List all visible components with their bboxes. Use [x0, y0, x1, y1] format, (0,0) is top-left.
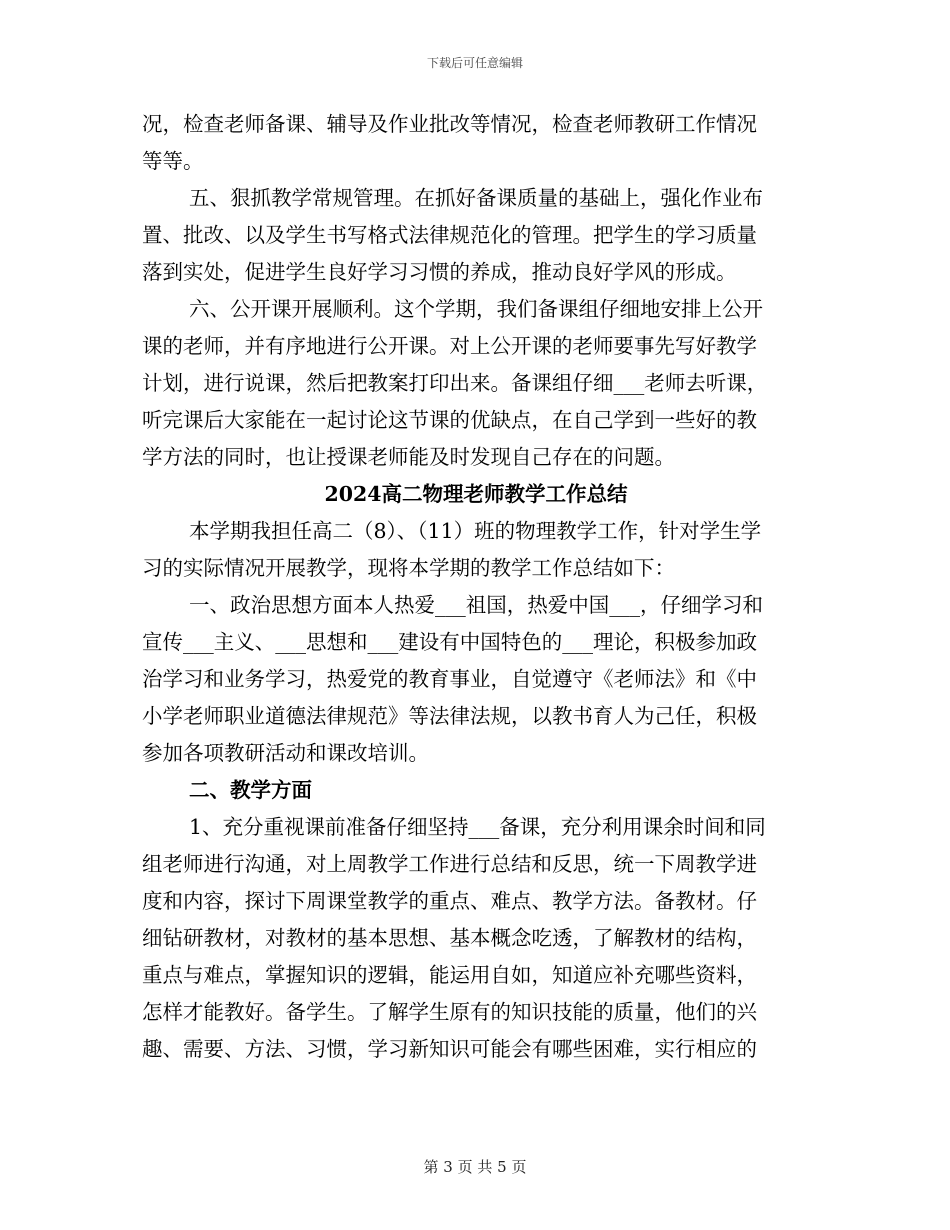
body-line: 细钻研教材，对教材的基本思想、基本概念吃透，了解教材的结构， — [142, 926, 757, 950]
section-six-paragraph: 六、公开课开展顺利。这个学期，我们备课组仔细地安排上公开 — [189, 297, 763, 321]
body-line: 度和内容，探讨下周课堂教学的重点、难点、教学方法。备教材。仔 — [142, 889, 757, 913]
body-line: 置、批改、以及学生书写格式法律规范化的管理。把学生的学习质量 — [142, 223, 757, 247]
body-line: 等等。 — [142, 149, 204, 173]
page-header-note: 下载后可任意编辑 — [426, 56, 523, 70]
political-section-paragraph: 一、政治思想方面本人热爱___祖国，热爱中国___，仔细学习和 — [189, 593, 763, 617]
body-line: 组老师进行沟通，对上周教学工作进行总结和反思，统一下周教学进 — [142, 852, 757, 876]
body-line: 参加各项教研活动和课改培训。 — [142, 741, 429, 765]
body-line: 宣传___主义、___思想和___建设有中国特色的___理论，积极参加政 — [142, 630, 757, 654]
intro-paragraph: 本学期我担任高二（8）、（11）班的物理教学工作，针对学生学 — [189, 519, 762, 543]
body-line: 计划，进行说课，然后把教案打印出来。备课组仔细___老师去听课， — [142, 371, 768, 395]
document-body — [142, 106, 810, 1068]
body-line: 习的实际情况开展教学，现将本学期的教学工作总结如下： — [142, 556, 675, 580]
body-line: 学方法的同时，也让授课老师能及时发现自己存在的问题。 — [142, 445, 675, 469]
body-line: 趣、需要、方法、习惯，学习新知识可能会有哪些困难，实行相应的 — [142, 1037, 757, 1061]
body-line: 课的老师，并有序地进行公开课。对上公开课的老师要事先写好教学 — [142, 334, 757, 358]
section-five-paragraph: 五、狠抓教学常规管理。在抓好备课质量的基础上，强化作业布 — [189, 186, 763, 210]
teaching-section-heading: 二、教学方面 — [189, 778, 312, 802]
body-line: 落到实处，促进学生良好学习习惯的养成，推动良好学风的形成。 — [142, 260, 737, 284]
body-line: 况，检查老师备课、辅导及作业批改等情况，检查老师教研工作情况 — [142, 112, 757, 136]
body-line: 重点与难点，掌握知识的逻辑，能运用自如，知道应补充哪些资料， — [142, 963, 757, 987]
document-title: 2024高二物理老师教学工作总结 — [324, 482, 628, 506]
body-line: 听完课后大家能在一起讨论这节课的优缺点，在自己学到一些好的教 — [142, 408, 757, 432]
body-line: 治学习和业务学习，热爱党的教育事业，自觉遵守《老师法》和《中 — [142, 667, 757, 691]
teaching-item-one-paragraph: 1、充分重视课前准备仔细坚持___备课，充分利用课余时间和同 — [189, 815, 766, 839]
page-number: 第 3 页 共 5 页 — [423, 1158, 527, 1176]
body-line: 怎样才能教好。备学生。了解学生原有的知识技能的质量，他们的兴 — [142, 1000, 757, 1024]
body-line: 小学老师职业道德法律规范》等法律法规，以教书育人为己任，积极 — [142, 704, 757, 728]
